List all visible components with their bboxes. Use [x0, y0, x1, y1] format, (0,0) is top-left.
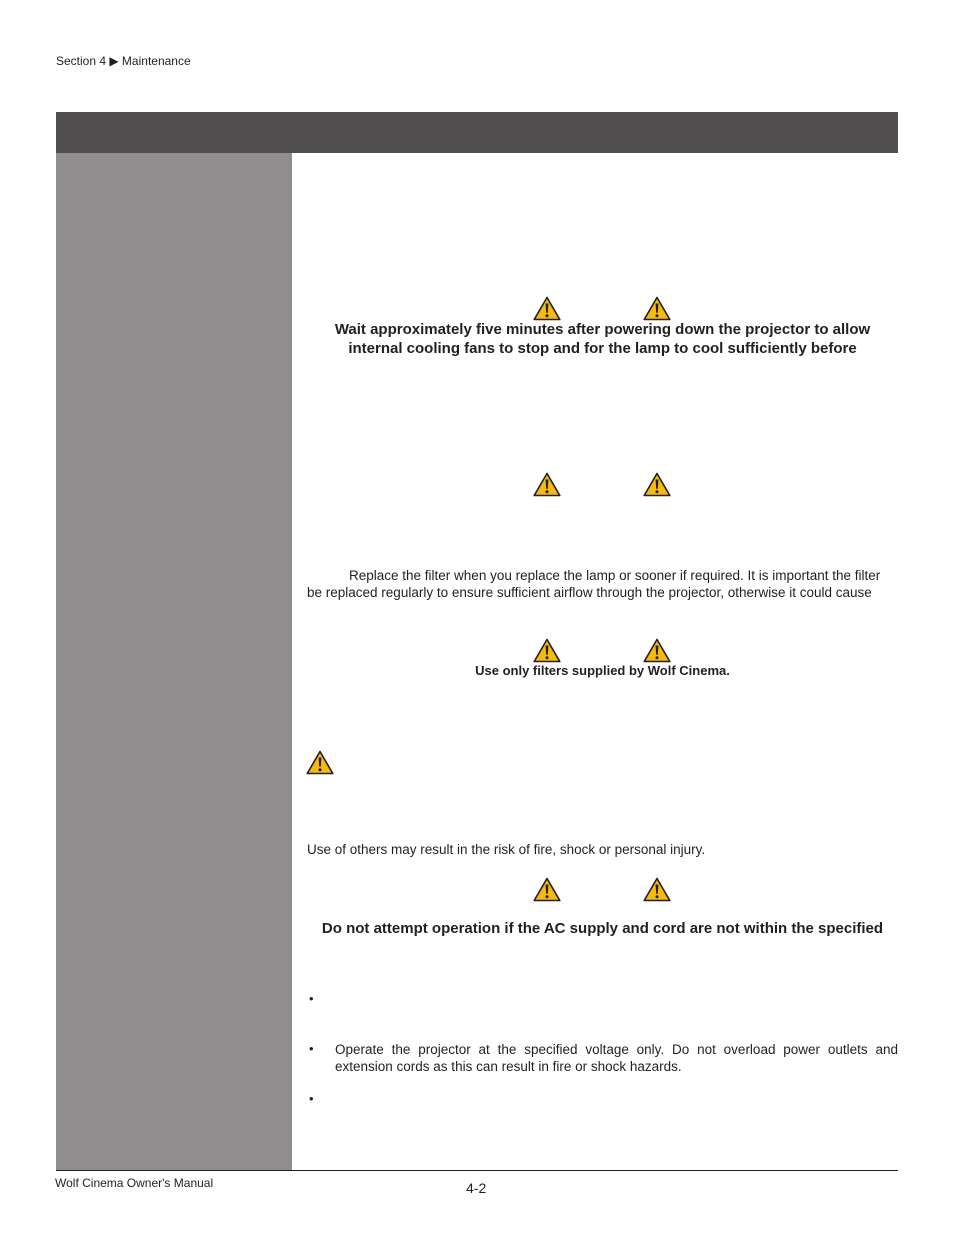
bullet-marker: •: [309, 991, 314, 1006]
warning-triangle-icon: [533, 877, 561, 902]
warning-text: internal cooling fans to stop and for the lamp to cool sufficiently before: [348, 340, 857, 357]
warning-text: Wait approximately five minutes after powering down the projector to allow: [334, 321, 871, 338]
sidebar-panel: [56, 153, 292, 1170]
bullet-text: Operate the projector at the specified voltage only. Do not overload power outlets and: [335, 1042, 898, 1057]
warning-triangle-icon: [533, 638, 561, 663]
warning-triangle-icon: [643, 877, 671, 902]
filter-paragraph-line: Replace the filter when you replace the lamp or sooner if required. It is important the filter: [349, 568, 881, 583]
running-head: Section 4 ▶ Maintenance: [56, 54, 191, 68]
bullet-marker: •: [309, 1041, 314, 1056]
warning-triangle-icon: [643, 638, 671, 663]
warning-triangle-icon: [643, 296, 671, 321]
warning-triangle-icon: [533, 472, 561, 497]
bullet-text: extension cords as this can result in fire or shock hazards.: [335, 1059, 682, 1074]
warning-triangle-icon: [643, 472, 671, 497]
bullet-marker: •: [309, 1091, 314, 1106]
warning-triangle-icon: [306, 750, 334, 775]
footer-manual-title: Wolf Cinema Owner's Manual: [55, 1176, 214, 1190]
power-cord-text: Use of others may result in the risk of fire, shock or personal injury.: [307, 842, 706, 857]
filter-warning-text: Use only filters supplied by Wolf Cinema.: [475, 663, 730, 678]
footer-rule: [56, 1170, 898, 1171]
filter-paragraph-line: be replaced regularly to ensure sufficient airflow through the projector, otherwise it could cause: [307, 585, 872, 600]
warning-triangle-icon: [533, 296, 561, 321]
page-number: 4-2: [466, 1180, 487, 1196]
section-title-bar: [56, 112, 898, 153]
ac-supply-warning-text: Do not attempt operation if the AC supply and cord are not within the specified: [321, 920, 884, 937]
